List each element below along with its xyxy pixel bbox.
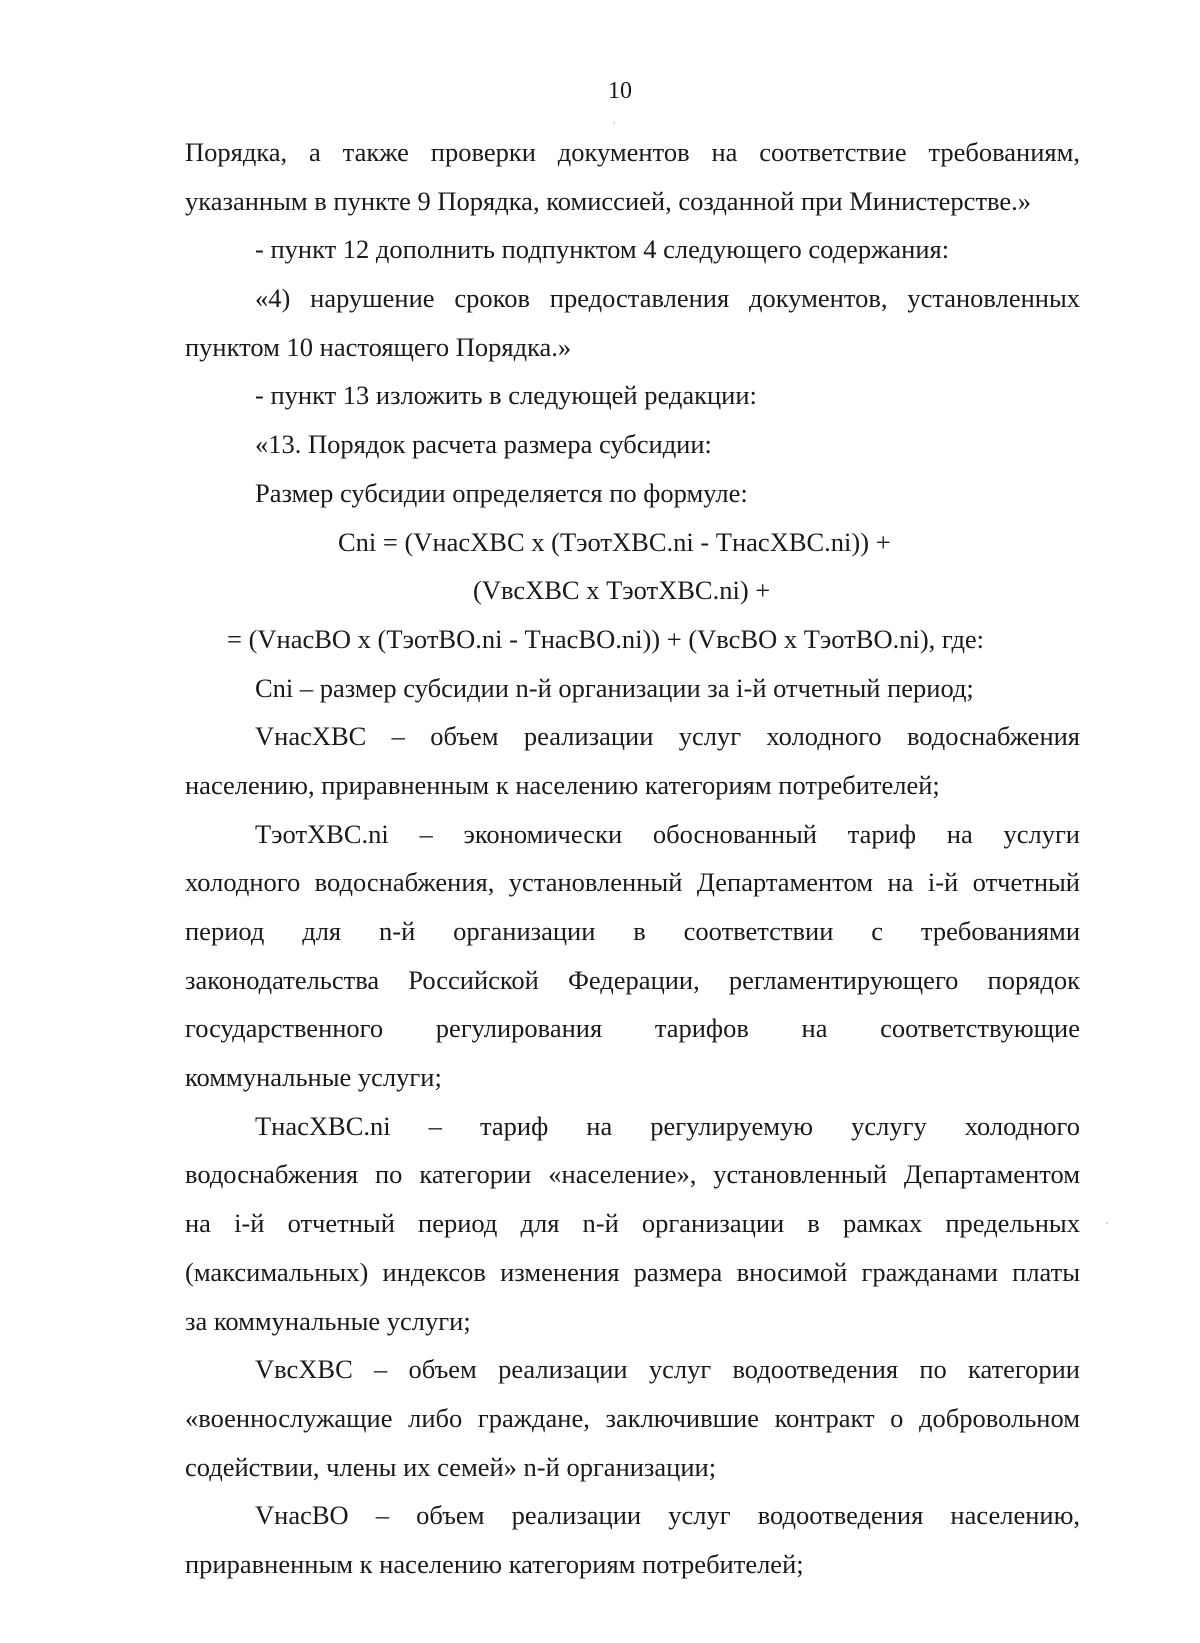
text-line: VнасВО – объем реализации услуг водоотведения населению,: [255, 1500, 1080, 1531]
formula-line: = (VнасВО x (ТэотВО.ni - ТнасВО.ni)) + (VвсВО x ТэотВО.ni), где:: [227, 623, 985, 654]
text-line: - пункт 12 дополнить подпунктом 4 следующего содержания:: [255, 234, 950, 265]
text-line: указанным в пункте 9 Порядка, комиссией, созданной при Министерстве.»: [185, 185, 1032, 216]
text-line: Размер субсидии определяется по формуле:: [255, 477, 748, 508]
text-line: Порядка, а также проверки документов на соответствие требованиям,: [185, 137, 1080, 167]
text-line: за коммунальные услуги;: [185, 1305, 471, 1336]
text-line: пунктом 10 настоящего Порядка.»: [185, 331, 572, 362]
text-line: холодного водоснабжения, установленный Департаментом на i-й отчетный: [185, 867, 1080, 898]
text-line: ТэотХВС.ni – экономически обоснованный тариф на услуги: [255, 818, 1080, 849]
text-line: коммунальные услуги;: [185, 1062, 442, 1093]
text-line: VвсХВС – объем реализации услуг водоотведения по категории: [255, 1354, 1080, 1385]
text-line: содействии, члены их семей» n-й организации;: [185, 1451, 717, 1482]
formula-line: (VвсХВС x ТэотХВС.ni) +: [473, 575, 771, 606]
text-line: Cni – размер субсидии n-й организации за i-й отчетный период;: [255, 672, 974, 703]
formula-line: Cni = (VнасХВС x (ТэотХВС.ni - ТнасХВС.ni)) +: [338, 526, 891, 557]
text-line: - пункт 13 изложить в следующей редакции:: [255, 380, 757, 411]
text-line: законодательства Российской Федерации, регламентирующего порядок: [185, 964, 1080, 995]
text-line: «4) нарушение сроков предоставления документов, установленных: [255, 283, 1080, 314]
document-body: [185, 128, 1080, 1589]
text-line: «военнослужащие либо граждане, заключившие контракт о добровольном: [185, 1402, 1080, 1433]
text-line: ТнасХВС.ni – тариф на регулируемую услугу холодного: [255, 1110, 1080, 1141]
page-number: 10: [608, 78, 632, 104]
text-line: водоснабжения по категории «население», установленный Департаментом: [185, 1159, 1080, 1190]
scan-speck: [1106, 1222, 1108, 1224]
text-line: (максимальных) индексов изменения размера вносимой гражданами платы: [185, 1256, 1080, 1287]
text-line: «13. Порядок расчета размера субсидии:: [255, 429, 712, 460]
text-line: период для n-й организации в соответствии с требованиями: [185, 916, 1080, 946]
scan-speck: [613, 122, 615, 124]
text-line: приравненным к населению категориям потребителей;: [185, 1548, 804, 1579]
text-line: VнасХВС – объем реализации услуг холодного водоснабжения: [255, 721, 1080, 752]
text-line: государственного регулирования тарифов на соответствующие: [185, 1013, 1080, 1044]
text-line: на i-й отчетный период для n-й организации в рамках предельных: [185, 1208, 1080, 1239]
text-line: населению, приравненным к населению категориям потребителей;: [185, 769, 940, 800]
